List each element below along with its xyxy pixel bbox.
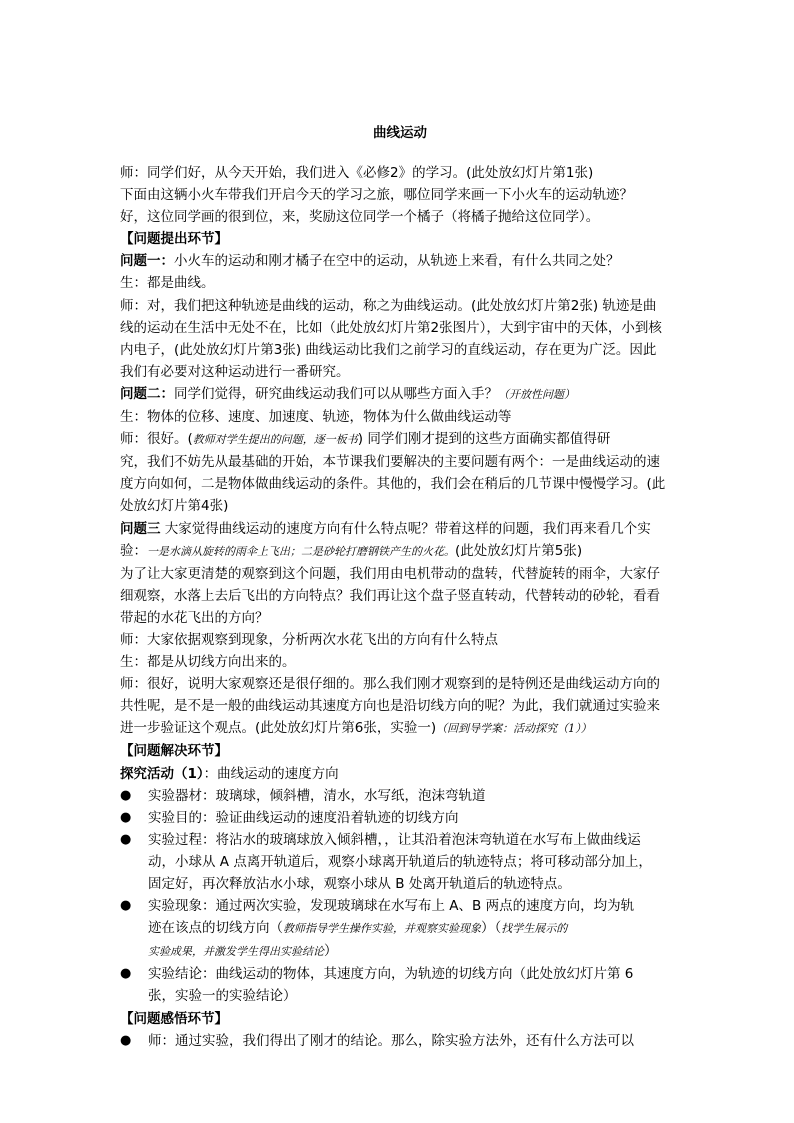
paragraph-line: 生：都是曲线。 <box>120 275 215 292</box>
list-item-text: 固定好，再次释放沾水小球，观察小球从 B 处离开轨道后的轨迹特点。 <box>148 876 571 892</box>
list-item <box>120 1030 680 1052</box>
question-text: 同学们觉得，研究曲线运动我们可以从哪些方面入手？ <box>174 385 498 402</box>
paragraph-line <box>120 540 680 563</box>
list-item-text: 动，小球从 A 点离开轨道后，观察小球离开轨道后的轨迹特点；将可移动部分加上， <box>148 853 652 870</box>
paragraph-line: 究，我们不妨先从最基础的开始，本节课我们要解决的主要问题有两个：一是曲线运动的速 <box>120 454 660 471</box>
paragraph-line: 共性呢，是不是一般的曲线运动其速度方向也是沿切线方向的呢？为此，我们就通过实验来 <box>120 698 660 715</box>
question-two <box>120 383 680 406</box>
teacher-note: 教师对学生提出的问题，逐一板书 <box>192 433 358 447</box>
paragraph-line: 师：同学们好，从今天开始，我们进入《必修2》的学习。(此处放幻灯片第1张) <box>120 165 594 181</box>
teacher-note: （回到导学案：活动探究（1）） <box>436 722 592 736</box>
text-span: 师：很好。( <box>120 431 193 448</box>
paragraph-line: 师：对，我们把这种轨迹是曲线的运动，称之为曲线运动。(此处放幻灯片第2张) 轨迹是曲 <box>120 297 657 314</box>
list-item-text: 实验器材：玻璃球，倾斜槽，清水，水写纸，泡沫弯轨道 <box>148 787 486 804</box>
bullet-icon: ● <box>120 831 132 847</box>
list-item-text: 迹在该点的切线方向（ <box>148 920 283 937</box>
list-item <box>120 895 680 963</box>
teacher-note: 一是水滴从旋转的雨伞上飞出；二是砂轮打磨钢铁产生的火花。 <box>147 544 455 558</box>
paragraph-line: 好，这位同学画的很到位，来，奖励这位同学一个橘子（将橘子抛给这位同学）。 <box>120 209 600 226</box>
text-span: ) 同学们刚才提到的这些方面确实都值得研 <box>357 431 611 448</box>
question-text: 小火车的运动和刚才橘子在空中的运动，从轨迹上来看，有什么共同之处？ <box>174 253 620 270</box>
list-item-text: 实验结论：曲线运动的物体，其速度方向，为轨迹的切线方向（此处放幻灯片第 6 <box>148 966 634 983</box>
paragraph-line: 内电子，(此处放幻灯片第3张) 曲线运动比我们之前学习的直线运动，存在更为广泛。因此 <box>120 341 657 358</box>
question-one <box>120 250 680 272</box>
list-item <box>120 963 680 1007</box>
paragraph-line <box>120 428 680 451</box>
paragraph-line: 带起的水花飞出的方向？ <box>120 609 269 626</box>
text-span: 验： <box>120 542 147 559</box>
paragraph-line: 生：都是从切线方向出来的。 <box>120 654 296 671</box>
list-item <box>120 807 680 829</box>
bullet-icon: ● <box>120 809 132 825</box>
bullet-icon: ● <box>120 898 132 914</box>
list-item-text: 实验目的：验证曲线运动的速度沿着轨迹的切线方向 <box>148 809 459 826</box>
paragraph-line: 为了让大家更清楚的观察到这个问题，我们用由电机带动的盘转，代替旋转的雨伞，大家仔 <box>120 565 660 582</box>
text-span: (此处放幻灯片第5张) <box>455 542 583 559</box>
bullet-icon: ● <box>120 787 132 803</box>
activity-title: ：曲线运动的速度方向 <box>203 765 339 782</box>
page-title: 曲线运动 <box>373 125 427 141</box>
paragraph-line: 度方向如何，二是物体做曲线运动的条件。其他的，我们会在稍后的几节课中慢慢学习。(此 <box>120 476 666 493</box>
question-three <box>120 518 680 540</box>
paragraph-line: 我们有必要对这种运动进行一番研究。 <box>120 363 350 380</box>
paragraph-line: 下面由这辆小火车带我们开启今天的学习之旅，哪位同学来画一下小火车的运动轨迹？ <box>120 187 633 204</box>
paragraph-line: 师：很好，说明大家观察还是很仔细的。那么我们刚才观察到的是特例还是曲线运动方向的 <box>120 676 660 693</box>
question-text: 大家觉得曲线运动的速度方向有什么特点呢？带着这样的问题，我们再来看几个实 <box>160 520 651 537</box>
section-heading: 【问题感悟环节】 <box>120 1010 228 1027</box>
section-heading: 【问题解决环节】 <box>120 743 228 760</box>
list-item-text: 实验现象：通过两次实验，发现玻璃球在水写布上 A、B 两点的速度方向，均为轨 <box>148 898 635 915</box>
bullet-icon: ● <box>120 1032 132 1048</box>
teacher-note: 实验成果，并激发学生得出实验结论 <box>148 945 324 959</box>
question-label: 问题一： <box>120 253 174 270</box>
list-item-text: ） <box>324 943 338 960</box>
list-item-text: 张，实验一的实验结论） <box>148 988 297 1005</box>
teacher-note: （开放性问题） <box>498 387 575 401</box>
paragraph-line: 细观察，水落上去后飞出的方向特点？我们再让这个盘子竖直转动，代替转动的砂轮，看看 <box>120 587 660 604</box>
text-span: 进一步验证这个观点。(此处放幻灯片第6张，实验一) <box>120 720 437 737</box>
bullet-icon: ● <box>120 966 132 982</box>
question-label: 问题三 <box>120 520 161 537</box>
paragraph-line: 线的运动在生活中无处不在，比如（此处放幻灯片第2张图片），大到宇宙中的天体，小到核 <box>120 319 662 336</box>
teacher-note: 找学生展示的 <box>501 922 568 936</box>
list-item-text: 师：通过实验，我们得出了刚才的结论。那么，除实验方法外，还有什么方法可以 <box>148 1032 634 1049</box>
activity-heading <box>120 763 680 785</box>
teacher-note: 教师指导学生操作实验，并观察实验现象 <box>283 922 481 936</box>
activity-label: 探究活动（1） <box>120 765 204 782</box>
section-heading: 【问题提出环节】 <box>120 231 228 248</box>
list-item <box>120 829 680 895</box>
paragraph-line: 师：大家依据观察到现象，分析两次水花飞出的方向有什么特点 <box>120 631 498 648</box>
paragraph-line <box>120 717 680 740</box>
list-item-text: ）（ <box>481 920 502 937</box>
list-item <box>120 785 680 807</box>
paragraph-line: 生：物体的位移、速度、加速度、轨迹，物体为什么做曲线运动等 <box>120 409 512 426</box>
question-label: 问题二： <box>120 385 174 402</box>
paragraph-line: 处放幻灯片第4张) <box>120 498 229 515</box>
list-item-text: 实验过程：将沾水的玻璃球放入倾斜槽，，让其沿着泡沫弯轨道在水写布上做曲线运 <box>148 831 641 848</box>
document-body <box>120 162 680 1052</box>
